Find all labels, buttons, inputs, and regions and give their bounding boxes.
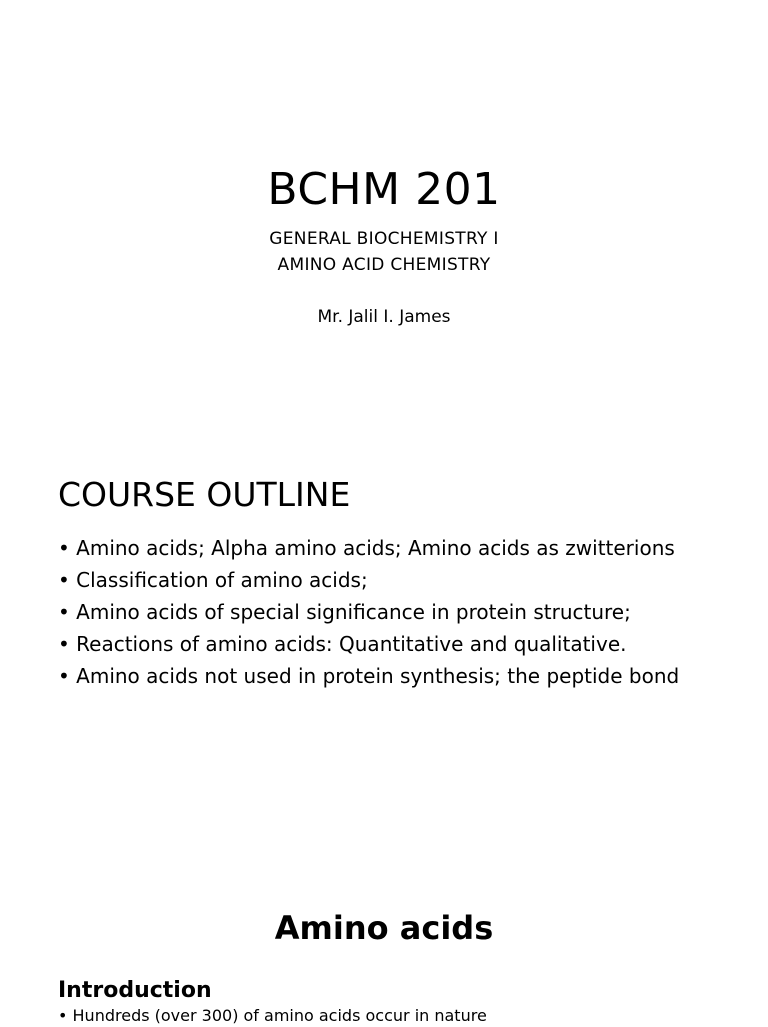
course-code-title: BCHM 201 xyxy=(267,164,501,215)
introduction-bullet: • Hundreds (over 300) of amino acids occur in nature xyxy=(58,1006,487,1025)
outline-item: • Amino acids not used in protein synthesis; the peptide bond xyxy=(58,664,680,688)
lecturer-name: Mr. Jalil I. James xyxy=(317,307,451,327)
course-subtitle: GENERAL BIOCHEMISTRY I xyxy=(269,229,499,249)
outline-item: • Amino acids; Alpha amino acids; Amino acids as zwitterions xyxy=(58,536,675,560)
lecture-topic: AMINO ACID CHEMISTRY xyxy=(277,255,491,275)
outline-item: • Reactions of amino acids: Quantitative and qualitative. xyxy=(58,632,627,656)
introduction-heading: Introduction xyxy=(58,978,212,1003)
outline-list xyxy=(58,532,679,692)
section-heading: Amino acids xyxy=(274,909,494,947)
outline-item: • Amino acids of special significance in protein structure; xyxy=(58,600,631,624)
outline-heading: COURSE OUTLINE xyxy=(58,475,351,514)
outline-item: • Classification of amino acids; xyxy=(58,568,368,592)
